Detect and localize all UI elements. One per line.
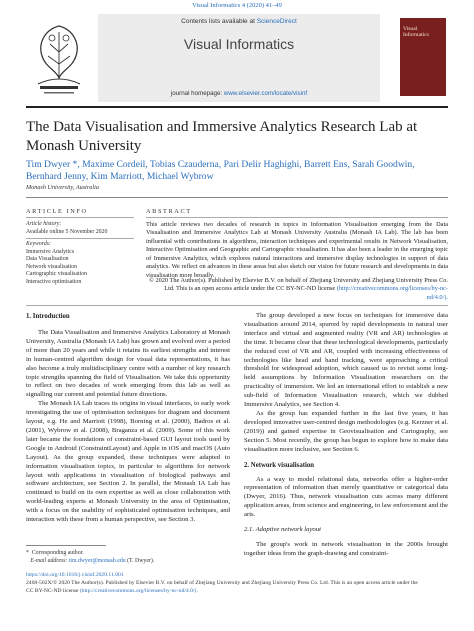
paragraph: As the group has expanded further in the last five years, it has developed innovative user-centred design methodologies (e.g. Kerzner et al. (2019)) and gained expertise in Geovisualisation and Cartography, see Section 5. Most recently, the group has begun to explore how to make data visualisation more inclusive, see Section 6. bbox=[244, 409, 448, 453]
journal-cover-image bbox=[400, 18, 446, 96]
homepage-prefix: journal homepage: bbox=[170, 90, 223, 97]
email-suffix: (T. Dwyer). bbox=[127, 558, 155, 565]
paper-title: The Data Visualisation and Immersive Analytics Research Lab at Monash University bbox=[26, 119, 418, 154]
abstract-bottom-divider bbox=[26, 305, 448, 306]
history-label: Article history: bbox=[26, 221, 62, 227]
email-link[interactable]: tim.dwyer@monash.edu bbox=[68, 558, 126, 565]
homepage-line bbox=[98, 90, 380, 97]
footer-license-link[interactable]: (http://creativecommons.org/licenses/by-nc-nd/4.0/). bbox=[79, 587, 198, 594]
history-value: Available online 5 November 2020 bbox=[26, 228, 108, 235]
contents-prefix: Contents lists available at bbox=[181, 18, 255, 25]
keyword-item: Data Visualisation bbox=[26, 256, 69, 263]
footer-copyright: 2468-502X/© 2020 The Author(s). Published by Elsevier B.V. on behalf of Zhejiang University and Zhejiang University Press Co. Ltd. This is an open access article under the bbox=[26, 579, 418, 586]
right-column bbox=[244, 312, 448, 559]
author-list[interactable]: Tim Dwyer *, Maxime Cordeil, Tobias Czauderna, Pari Delir Haghighi, Barrett Ens, Sarah Goodwin, Bernhard Jenny, Kim Marriott, Michael Wybrow bbox=[26, 159, 415, 183]
footnote bbox=[26, 549, 230, 565]
paragraph: The Data Visualisation and Immersive Analytics Laboratory at Monash University, Australia (Monash IA Lab) has grown and evolved over a period of more than 20 years and while it retains its earliest strengths and interest in human-centred algorithm design for visual data representations, it has also become a truly multidisciplinary centre with a number of key research topic strengths spanning the field of Visualisation. We take this opportunity to reflect on two decades of work emerging from this lab as well as signalling our current and potential future directions. bbox=[26, 329, 230, 399]
paragraph: The Monash IA Lab traces its origins in visual interfaces, to early work investigating the use of optimisation techniques for diagram and document layout, e.g. He and Marriott (1998), Borning et al. (2000), Badros et al. (2001), Wybrow et al. (2008), Braganza et al. (2009). Some of this work later became the foundations of constraint-based GUI layout tools used by Google in Android (ConstraintLayout) and Apple in iOS and macOS (Auto Layout). As the group expanded, these techniques were adapted to information visualisation topics, in particular to algorithms for network layout with applications in visualisation of biological pathways and software architecture, see Section 2. In parallel, the Monash IA Lab has continued to build on its own expertise as well as close collaboration with world-leading experts at Monash University in the area of Optimisation, with a focus on the usability of sophisticated optimisation techniques, and interaction with these from a human perspective, see Section 3. bbox=[26, 400, 230, 524]
keyword-item: Immersive Analytics bbox=[26, 248, 75, 255]
doi-link[interactable]: https://doi.org/10.1016/j.visinf.2020.11.001 bbox=[26, 572, 124, 578]
contents-line bbox=[98, 18, 380, 25]
copyright-text: © 2020 The Author(s). Published by Elsevier B.V. on behalf of Zhejiang University and Zhejiang University Press Co. Ltd. This is an open access article under the CC BY-NC-ND license bbox=[149, 277, 448, 293]
journal-header bbox=[26, 14, 448, 104]
page-footer bbox=[26, 572, 448, 595]
email-label: E-mail address: bbox=[30, 558, 68, 565]
header-banner bbox=[98, 14, 380, 102]
keywords-divider bbox=[26, 238, 134, 239]
article-history bbox=[26, 221, 134, 237]
sciencedirect-link[interactable]: ScienceDirect bbox=[256, 18, 297, 25]
corresponding-author-note: Corresponding author. bbox=[31, 550, 84, 556]
keywords-block bbox=[26, 241, 134, 286]
keyword-item: Network visualisation bbox=[26, 263, 78, 270]
subsection-heading: 2.1. Adaptive network layout bbox=[244, 526, 321, 534]
paragraph: The group developed a new focus on techniques for immersive data visualisation around 2014, spurred by rapid developments in natural user interface and virtual and augmented reality (VR and AR) technologies at the time. It became clear that these technological developments, particularly the reduced cost of VR and AR, coupled with increasing effectiveness of technologies like head and hand tracking, were approaching a critical threshold for widespread adoption, which caused us to revisit some long-held assumptions by Information Visualisation researchers on the practicality of immersion. We led an international effort to establish a new sub-field of Information Visualisation research, which we dubbed Immersive Analytics, see Section 4. bbox=[244, 312, 448, 409]
journal-title: Visual Informatics bbox=[183, 36, 295, 52]
license-link[interactable]: (http://creativecommons.org/licenses/by-nc-nd/4.0/). bbox=[336, 285, 448, 301]
left-column bbox=[26, 312, 230, 525]
introduction-heading: 1. Introduction bbox=[26, 313, 70, 320]
network-visualisation-heading: 2. Network visualisation bbox=[244, 461, 315, 469]
keyword-item: Interactive optimisation bbox=[26, 278, 82, 285]
abstract-divider bbox=[146, 217, 448, 218]
homepage-link[interactable]: www.elsevier.com/locate/visinf bbox=[223, 90, 308, 97]
footnote-star: * bbox=[26, 550, 29, 556]
paragraph: The group's work in network visualisation in the 2000s brought together ideas from the graph-drawing and constraint- bbox=[244, 540, 448, 557]
keywords-label: Keywords: bbox=[26, 241, 51, 247]
affiliation: Monash University, Australia bbox=[26, 184, 99, 191]
elsevier-logo-icon bbox=[30, 18, 88, 98]
header-divider bbox=[26, 106, 448, 108]
article-info-heading: ARTICLE INFO bbox=[26, 208, 88, 215]
footnote-divider bbox=[26, 545, 106, 546]
footer-license-label: CC BY-NC-ND license bbox=[26, 587, 79, 594]
paragraph: As a way to model relational data, networks offer a higher-order representation of information than merely quantitative or categorical data (Dwyer, 2016). Thus, network visualisation cuts across many different application areas, from science and engineering, to law enforcement and the arts. bbox=[244, 475, 448, 519]
article-info-divider bbox=[26, 217, 134, 218]
abstract-heading: ABSTRACT bbox=[146, 208, 192, 215]
keyword-item: Cartographic visualisation bbox=[26, 271, 88, 278]
abstract-text: This article reviews two decades of research in topics in Information Visualisation emerging from the Data Visualisation and Immersive Analytics Lab at Monash University Australia (Monash IA Lab). The lab has been influential with contributions in algorithms, interaction techniques and experimental results in Network Visualisation, Interactive Optimisation and Geographic and Cartographic visualisation. It has also been a leader in the emerging topic of Immersive Analytics, which explores natural interactions and immersive display technologies in support of data analytics. We reflect on advances in these areas but also sketch our vision for future research and developments in data visualisation more broadly. bbox=[146, 221, 448, 279]
title-divider bbox=[26, 197, 448, 198]
abstract-copyright bbox=[146, 277, 448, 302]
journal-reference[interactable]: Visual Informatics 4 (2020) 41–49 bbox=[192, 2, 282, 9]
cover-title: Visual Informatics bbox=[403, 26, 429, 39]
